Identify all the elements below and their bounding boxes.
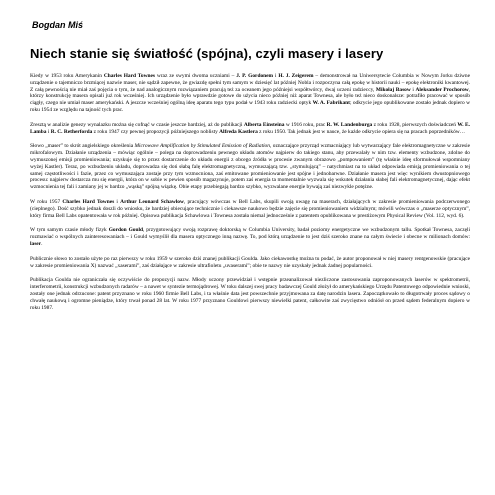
paragraph: W tym samym czasie młody fizyk Gordon Gould, przygotowujący swoją rozprawę doktorską w Columbia University, badał poziomy energetyczne we wzbudzonym tallu. Spotkał Townesa, zaczęli rozmawiać o wspólnych zainteresowaniach – i Gould wymyślił dla masera optycznego inną nazwę. To, pod którą urządzenie to jest dziś szeroko znane na całym świecie i obecne w milionach domów: laser. — [30, 227, 470, 247]
document-page — [30, 20, 470, 490]
article-body — [30, 73, 470, 311]
paragraph: Słowo „maser” to skrót angielskiego określenia Microwave Amplification by Stimulated Emission of Radiation, oznaczające przyrząd wzmacniający lub wytwarzający fale elektromagnetyczne w zakresie mikrofalowym. Działanie urządzenia – mówiąc ogólnie – polega na doprowadzeniu pewnego układu atomów najpierw do takiego stanu, aby przewalały w nim tzw. elementy wzbudzone, zdolne do wymuszonej emisji promieniowania; uzyskuje się to przez dostarczenie do układu energii z obcego źródła w procesie zwanym obrazowo „pompowaniem” (tę właśnie ideę sformułował wspomniany wyżej Kastler). Teraz, po wzbudzeniu układu, doprowadza się doń słabą falę elektromagnetyczną, wymuszającą tzw. „stymulującą” – natychmiast na to układ odpowiada emisją promieniowania o tej samej częstotliwości i fazie, przez co wymuszająca zostaje przy tym wzmocniona, zaś emitowane promieniowanie jest spójne i jednobarwne. Działanie masera jest więc wynikiem dwustopniowego procesu: najpierw dostarcza mu się energii, która on w sobie w pewien sposób magazynuje, potem zaś energia ta momentalnie wyzwala się wskutek działania słabej fali elektromagnetycznej, dając efekt wzmocnienia tej fali i zamiany jej w bardzo „wąską” spójną wiązkę. Obie etapy przebiegają bardzo szybko, wyzwalane energie bywają zaś niezwykle potężne. — [30, 143, 470, 191]
paragraph: Kiedy w 1953 roku Amerykanin Charles Hard Townes wraz ze swymi dwoma uczniami – J. P. Gordonem i H. J. Zeigerem – demonstrował na Uniwersytecie Columbia w Nowym Jorku dziwne urządzenie o tajemniczo brzmiącej nazwie maser, nie sądził zapewne, że gwiazdę spełni tym samym w dziesięć lat później Nobla i rozpoczyna całą epokę w historii nauki – epokę elektroniki kwantowej. Z całą pewnością nie miał zaś pojęcia o tym, że nad analogicznym rozwiązaniem pracują też za oceanem jego późniejsi współtwórcy, dwaj uczeni radzieccy, Mikołaj Basow i Aleksander Prochorow, którzy konstrukcję masera opisali już rok wcześniej. Ich urządzenie było wprawdzie gotowe do użycia nieco później niż aparat Townesa, ale było też nieco doskonalsze: potrafiło pracować w sposób ciągły, czego nie umiał maser amerykański. A jeszcze wcześniej ogólną ideę aparatu tego typu podał w 1943 roku radziecki optyk W. A. Fabrikant; odkrycie jego opublikowane zostało jednak dopiero w roku 1954 ze względu na tajność tych prac. — [30, 73, 470, 113]
paragraph: Publicznie słowo to zostało użyte po raz pierwszy w roku 1959 w szeroko dziś znanej publikacji Goulda. Jako ciekawostkę można tu podać, że autor proponował w niej masery rentgenowskie (pracujące w zakresie promieniowania X) nazwać „xaserami”, zaś działające w zakresie ultrafioletu „uvaserami”; obie te nazwy nie uzyskały jednak żadnej popularności. — [30, 255, 470, 269]
paragraph: W roku 1957 Charles Hard Townes i Arthur Leonard Schawlow, pracujący wówczas w Bell Labs, skupili swoją uwagę na maserach, działających w zakresie promieniowania podczerwonego (cieplnego). Dość szybko jednak doszli do wniosku, że bardziej obiecujące technicznie i ciekawsze naukowo będzie zajęcie się promieniowaniem widzialnym; mówili wówczas o „maserze optycznym”, który firma Bell Labs opatentowała w rok później. Opisowa publikacja Schawlowa i Townesa została niemal jednocześnie z patentem opublikowana w prestiżowym Physical Review (Vol. 112, wyd. 6). — [30, 198, 470, 219]
author-name: Bogdan Miś — [32, 20, 83, 30]
paragraph: Publikacja Goulda nie ograniczała się oczywiście do propozycji nazw. Młody uczony przewidział i wstępnie przeanalizował niezliczone zastosowania zaproponowanych laserów w spektrometrii, interferometrii, konstrukcji wzbudzonych radarów – a nawet w syntezie termojądrowej. W toku dalszej swej pracy badawczej Gould złożył do amerykańskiego Urzędu Patentowego odpowiednie wnioski, zostały one jednak odrzucone: patent przyznano w roku 1960 firmie Bell Labs, i ta właśnie data jest powszechnie przyjmowana za datę narodzin lasera. Zapoczątkowało to długotrwały proces sądowy o chwałę naukową i ogromne pieniądze, który trwał ponad 28 lat. W roku 1977 przyznano Gouldowi pierwszy niewielki patent, całkowite zaś zwycięstwo odniósł on przed sądem federalnym dopiero w roku 1987. — [30, 277, 470, 311]
paragraph: Zresztą w analizie genezy wynalazku można się cofnąć w czasie jeszcze bardziej, aż do publikacji Alberta Einsteina w 1916 roku, prac R. W. Landenburga z roku 1928, pierwszych doświadczeń W. E. Lamba i R. C. Retherforda z roku 1947 czy pewnej propozycji późniejszego noblisty Alfreda Kastlera z roku 1950. Tak jednak jest w nauce, że każde odkrycie opiera się na pracach poprzedników… — [30, 121, 470, 135]
article-title: Niech stanie się światłość (spójna), czyli masery i lasery — [30, 46, 384, 61]
